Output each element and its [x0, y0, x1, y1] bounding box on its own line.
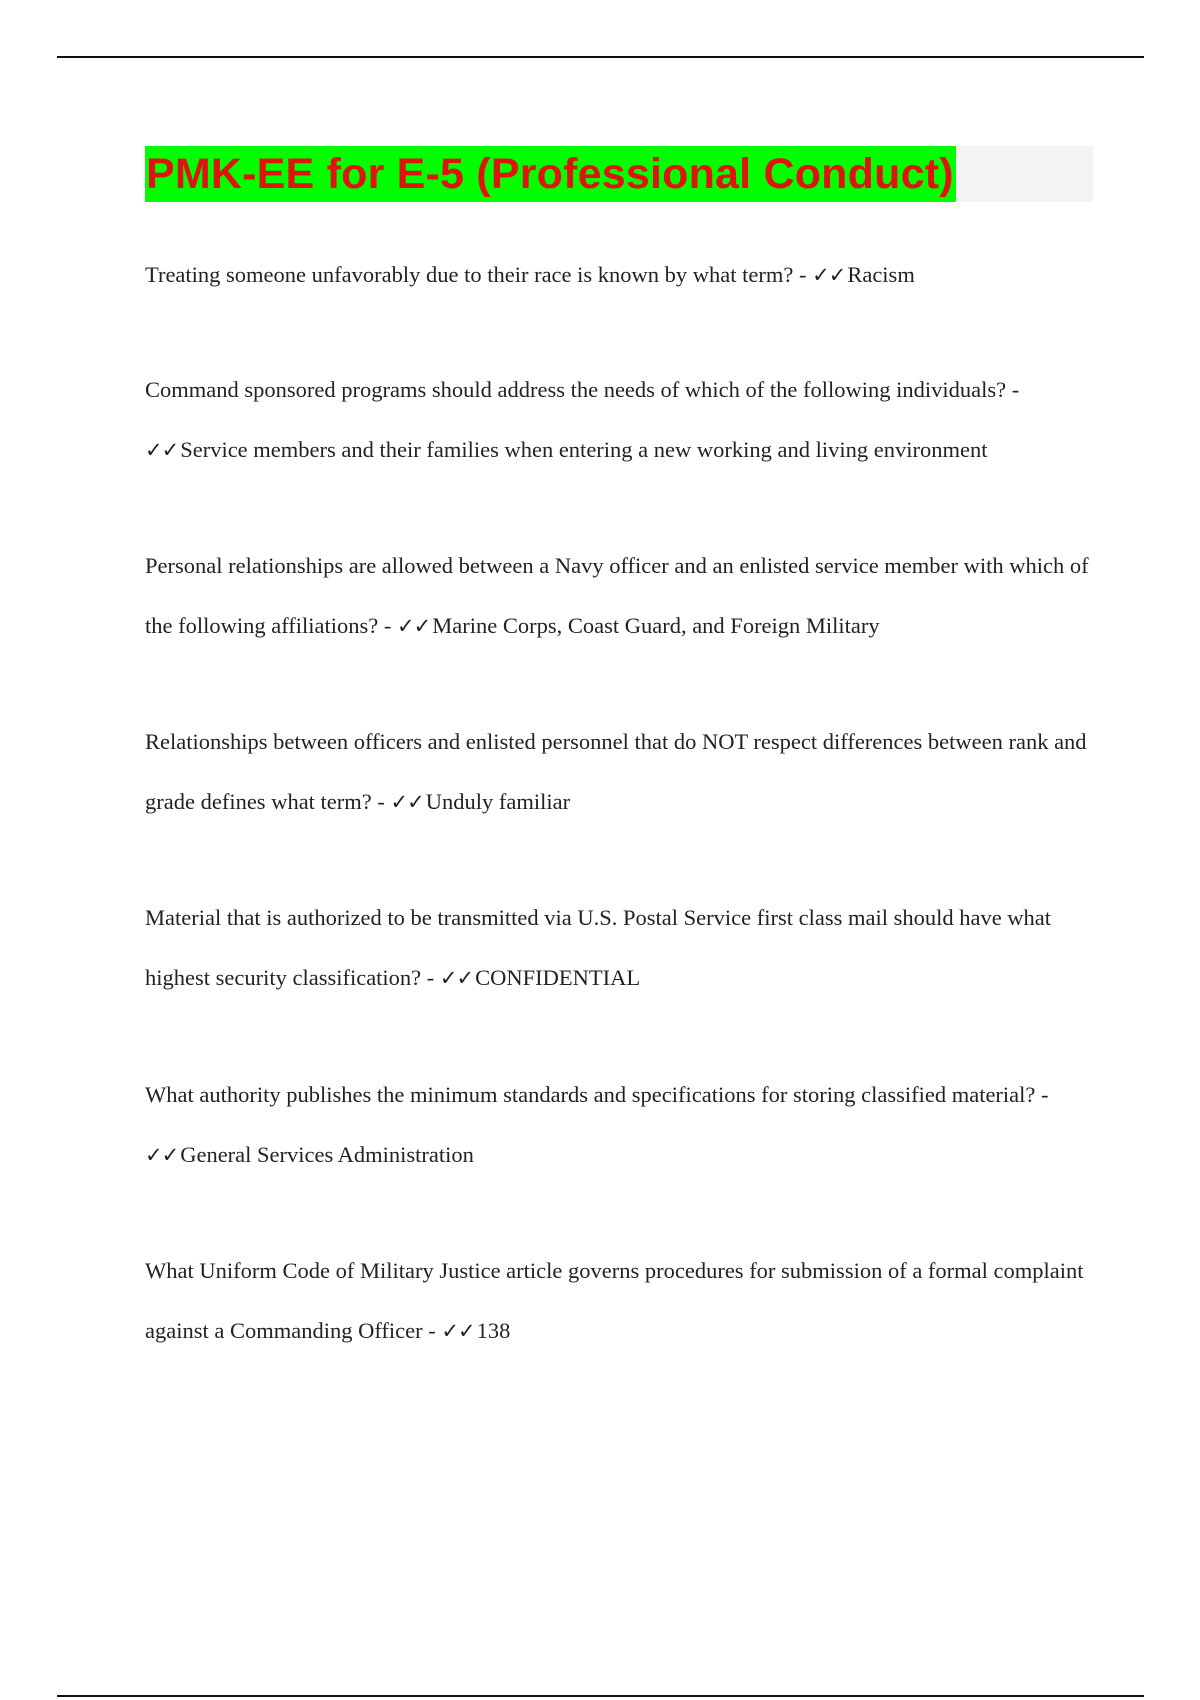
question-text: Material that is authorized to be transmitted via U.S. Postal Service first class mail should have what highest security classification? -	[145, 905, 1052, 990]
qa-item-5	[145, 888, 1100, 1008]
question-text: Relationships between officers and enlisted personnel that do NOT respect differences between rank and grade defines what term? -	[145, 729, 1087, 814]
answer-text: General Services Administration	[180, 1142, 474, 1167]
answer-text: CONFIDENTIAL	[475, 965, 641, 990]
qa-item-1	[145, 245, 1100, 305]
answer-text: Marine Corps, Coast Guard, and Foreign Military	[432, 613, 880, 638]
answer-text: 138	[476, 1318, 511, 1343]
answer-text: Service members and their families when entering a new working and living environment	[180, 437, 988, 462]
question-text: What Uniform Code of Military Justice article governs procedures for submission of a formal complaint against a Commanding Officer -	[145, 1258, 1084, 1343]
answer-text: Unduly familiar	[425, 789, 571, 814]
answer-text: Racism	[847, 262, 915, 287]
double-check-icon: ✓✓	[812, 263, 846, 287]
top-rule	[57, 56, 1144, 58]
title-banner	[145, 146, 1093, 202]
question-text: Command sponsored programs should address the needs of which of the following individuals? -	[145, 377, 1020, 402]
double-check-icon: ✓✓	[439, 966, 474, 990]
double-check-icon: ✓✓	[145, 1143, 179, 1167]
double-check-icon: ✓✓	[390, 790, 424, 814]
qa-item-7	[145, 1241, 1100, 1361]
qa-item-3	[145, 536, 1100, 656]
document-title: PMK-EE for E-5 (Professional Conduct)	[145, 146, 956, 202]
qa-item-4	[145, 712, 1100, 832]
question-text: Treating someone unfavorably due to their race is known by what term? -	[145, 262, 813, 287]
double-check-icon: ✓✓	[145, 438, 179, 462]
question-text: What authority publishes the minimum standards and specifications for storing classified material? -	[145, 1082, 1049, 1107]
question-text: Personal relationships are allowed between a Navy officer and an enlisted service member with which of the following affiliations? -	[145, 553, 1089, 638]
double-check-icon: ✓✓	[397, 614, 431, 638]
bottom-rule	[57, 1695, 1144, 1697]
qa-item-2	[145, 360, 1100, 480]
double-check-icon: ✓✓	[441, 1319, 475, 1343]
qa-item-6	[145, 1065, 1100, 1185]
